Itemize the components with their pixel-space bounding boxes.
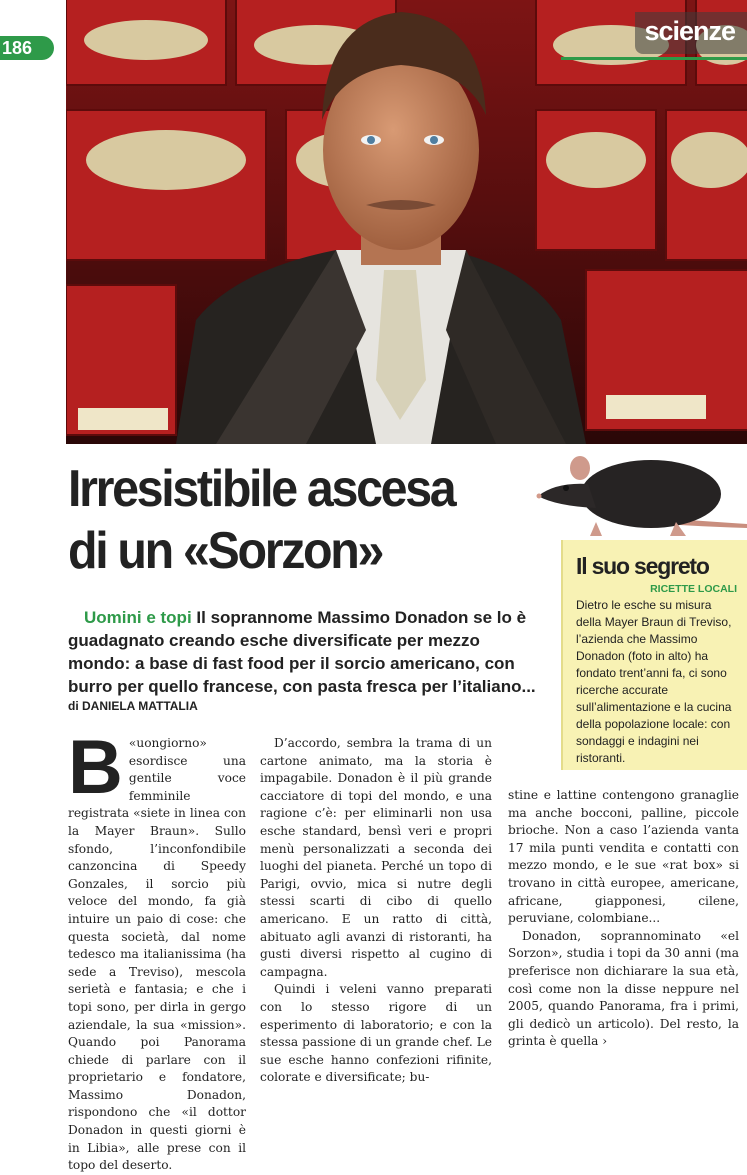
portrait-photo <box>66 0 747 444</box>
sidebar-text: Dietro le esche su misura della Mayer Braun di Treviso, l’azienda che Massimo Donadon (foto in alto) ha fondato trent’anni fa, ci sono ricerche accurate sull’alimentazione e la cucina della popolazione locale: con sondaggi e indagini nei ristoranti. <box>576 598 732 765</box>
byline: di DANIELA MATTALIA <box>68 699 198 713</box>
body-column-3 <box>508 787 739 1051</box>
sidebar-label: RICETTE LOCALI <box>650 583 737 595</box>
section-rule <box>561 57 747 60</box>
body-column-1 <box>68 725 246 1175</box>
headline <box>68 458 505 582</box>
column-1-paragraph-1: «uongiorno» esordisce una gentile voce femminile registrata «siete in linea con la Mayer Braun». Sullo sfondo, l’inconfondibile canzoncina di Speedy Gonzales, il sorcio più veloce del mondo, fa già intuire un paio di cose: che questa società, dal nome tedesco ma italianissima (ha sede a Treviso), mescola serietà e fantasia; e che i topi sono, per dirla in gergo aziendale, la sua «mission». Quando poi Panorama chiede di parlare con il proprietario e fondatore, Massimo Donadon, rispondono che «il dottor Donadon in questi giorni è in Libia», alle prese con il topo del deserto. <box>68 736 246 1173</box>
column-2-paragraph-2: Quindi i veleni vanno preparati con lo stesso rigore di un esperimento di laboratorio; e con la stessa passione di un grande chef. Le sue esche hanno confezioni rifinite, colorate e diversificate; bu- <box>260 982 492 1085</box>
section-label: scienze <box>644 16 735 46</box>
subhead-text: Il soprannome Massimo Donadon se lo è guadagnato creando esche diversificate per mezzo mondo: a base di fast food per il sorcio americano, con burro per quello francese, con pasta fresca per l’italiano... <box>68 608 536 696</box>
kicker: Uomini e topi <box>84 608 192 627</box>
subhead <box>68 606 538 698</box>
body-column-2 <box>260 735 492 1087</box>
column-3-paragraph-1: stine e lattine contengono granaglie ma anche bocconi, palline, piccole brioche. Non a caso l’azienda vanta 17 mila punti vendita e contatti con mezzo mondo, e le sue «rat box» si trovano in città europee, americane, africane, giapponesi, cilene, peruviane, colombiane... <box>508 788 739 926</box>
headline-line-2: di un «Sorzon» <box>68 522 383 580</box>
rat-image <box>536 444 747 540</box>
sidebar-title: Il suo segreto <box>576 553 709 579</box>
column-3-paragraph-2: Donadon, soprannominato «el Sorzon», studia i topi da 30 anni (ma preferisce non dichiarare la sua età, così come non la disse neppure nel 2005, quando Panorama, fra i primi, gli dedicò un articolo). Del resto, la grinta è quella › <box>508 928 739 1049</box>
page-number: 186 <box>0 36 54 60</box>
section-tag <box>635 12 747 54</box>
column-2-paragraph-1: D’accordo, sembra la trama di un cartone animato, ma la storia è impagabile. Donadon è il più grande cacciatore di topi del mondo, e una ragione c’è: per eliminarli non usa esche standard, bensì veri e propri menù personalizzati a seconda dei luoghi del pianeta. Perché un topo di Parigi, ovvio, mica si nutre degli stessi scarti di cibo di quello americano. E un ratto di città, abituato agli avanzi di ristoranti, ha gusti diversi rispetto al cugino di campagna. <box>260 736 492 979</box>
headline-line-1: Irresistibile ascesa <box>68 460 455 518</box>
drop-cap: B <box>68 725 123 810</box>
sidebar-box <box>561 540 747 770</box>
